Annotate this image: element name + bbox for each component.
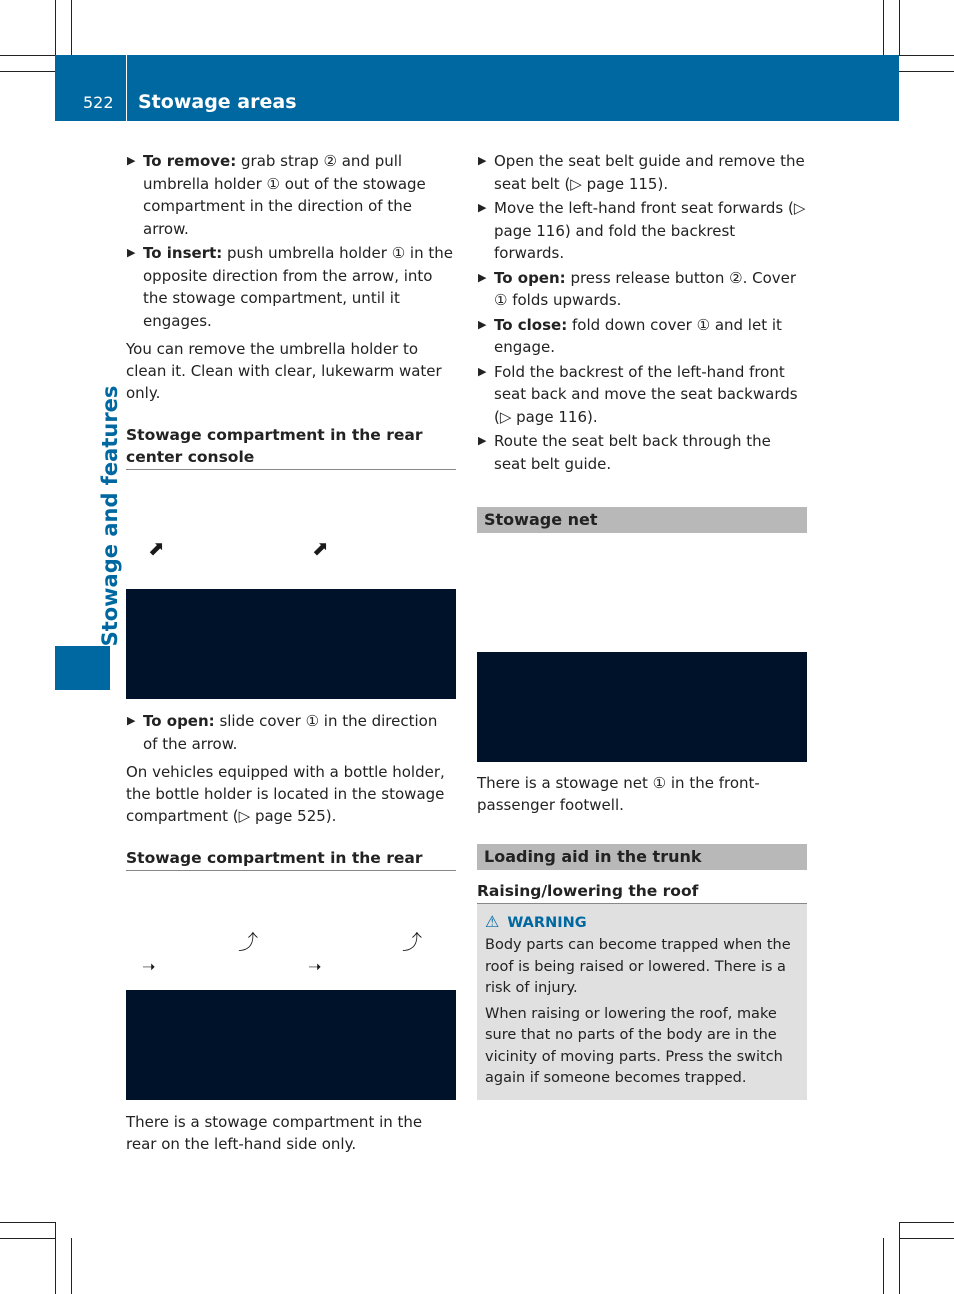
page-number: 522 <box>83 93 114 112</box>
crop-mark <box>883 1238 884 1294</box>
right-column <box>477 150 807 1100</box>
arrow-icon: ⤴ <box>402 930 422 954</box>
figure-panel <box>126 589 456 699</box>
figure-panel <box>126 990 456 1100</box>
warning-title: WARNING <box>507 915 587 931</box>
step-text: Route the seat belt back through the seat belt guide. <box>494 432 771 473</box>
warning-triangle-icon: ⚠ <box>485 912 500 931</box>
step-keyword: To close: <box>494 315 568 334</box>
stowage-net-figure <box>477 533 807 762</box>
page-title: Stowage areas <box>138 91 297 113</box>
figure-panel <box>477 652 807 762</box>
crop-mark <box>0 55 55 56</box>
page-header <box>55 55 899 121</box>
step-keyword: To open: <box>494 268 566 287</box>
paragraph: On vehicles equipped with a bottle holder, the bottle holder is located in the stowage compartment (▷ page 525). <box>126 763 445 825</box>
crop-mark <box>55 1222 56 1294</box>
crop-mark <box>899 55 954 56</box>
warning-header <box>485 912 799 931</box>
step-text: grab strap ② and pull umbrella holder ① out of the stowage compartment in the direction of the arrow. <box>143 152 426 238</box>
arrow-icon: ➝ <box>308 957 322 976</box>
instruction-step <box>477 430 807 475</box>
step-keyword: To insert: <box>143 244 223 262</box>
instruction-step <box>477 197 807 265</box>
step-triangle-icon: ▶ <box>478 154 487 167</box>
paragraph: You can remove the umbrella holder to clean it. Clean with clear, lukewarm water only. <box>126 340 442 402</box>
section-bar-stowage-net: Stowage net <box>477 507 807 533</box>
step-triangle-icon: ▶ <box>127 154 136 167</box>
crop-mark <box>899 71 954 72</box>
section-subheading: Stowage compartment in the rear center console <box>126 424 456 470</box>
section-subheading: Stowage compartment in the rear <box>126 847 456 871</box>
step-triangle-icon: ▶ <box>478 434 487 447</box>
step-text: press release button ②. Cover ① folds upwards. <box>494 268 797 309</box>
warning-box <box>477 904 807 1100</box>
rear-compartment-figure <box>126 871 456 1100</box>
paragraph: There is a stowage compartment in the rear on the left-hand side only. <box>126 1113 423 1153</box>
center-console-figure <box>126 470 456 699</box>
instruction-step <box>126 150 456 240</box>
step-triangle-icon: ▶ <box>478 201 487 214</box>
instruction-step <box>126 242 456 332</box>
arrow-icon: ⬈ <box>312 536 329 560</box>
step-keyword: To remove: <box>143 152 237 170</box>
warning-text: When raising or lowering the roof, make sure that no parts of the body are in the vicinity of moving parts. Press the switch again if someone becomes trapped. <box>485 1005 783 1086</box>
crop-mark <box>899 1222 900 1294</box>
instruction-step <box>477 150 807 195</box>
crop-mark <box>71 0 72 55</box>
header-divider <box>126 55 127 121</box>
chapter-tab <box>55 646 110 690</box>
instruction-step <box>126 710 456 755</box>
step-triangle-icon: ▶ <box>478 364 487 378</box>
step-text: Move the left-hand front seat forwards (▷ page 116) and fold the backrest forwards. <box>494 199 806 262</box>
crop-mark <box>899 1222 954 1223</box>
step-triangle-icon: ▶ <box>478 317 487 331</box>
arrow-icon: ⬈ <box>148 536 165 560</box>
step-text: push umbrella holder ① in the opposite direction from the arrow, into the stowage compartment, until it engages. <box>143 244 453 330</box>
step-text: fold down cover ① and let it engage. <box>494 315 782 356</box>
arrow-icon: ⤴ <box>238 930 258 954</box>
arrow-icon: ➝ <box>142 957 156 976</box>
step-triangle-icon: ▶ <box>127 246 136 259</box>
chapter-side-label: Stowage and features <box>98 385 122 647</box>
step-triangle-icon: ▶ <box>478 270 487 284</box>
crop-mark <box>0 1238 55 1239</box>
crop-mark <box>71 1238 72 1294</box>
crop-mark <box>0 71 55 72</box>
section-subheading: Raising/lowering the roof <box>477 880 807 904</box>
step-keyword: To open: <box>143 712 215 730</box>
instruction-step <box>477 267 807 312</box>
paragraph: There is a stowage net ① in the front-passenger footwell. <box>477 774 760 814</box>
instruction-step <box>477 314 807 359</box>
warning-text: Body parts can become trapped when the roof is being raised or lowered. There is a risk of injury. <box>485 937 791 996</box>
left-column <box>126 150 456 1161</box>
step-text: Open the seat belt guide and remove the seat belt (▷ page 115). <box>494 152 805 193</box>
crop-mark <box>883 0 884 55</box>
crop-mark <box>899 0 900 55</box>
crop-mark <box>899 1238 954 1239</box>
crop-mark <box>0 1222 55 1223</box>
section-bar-loading-aid: Loading aid in the trunk <box>477 844 807 870</box>
step-text: Fold the backrest of the left-hand front seat back and move the seat backwards (▷ page 116). <box>494 362 798 426</box>
instruction-step <box>477 361 807 429</box>
crop-mark <box>55 0 56 55</box>
step-triangle-icon: ▶ <box>127 714 136 727</box>
step-text: slide cover ① in the direction of the arrow. <box>143 712 438 753</box>
